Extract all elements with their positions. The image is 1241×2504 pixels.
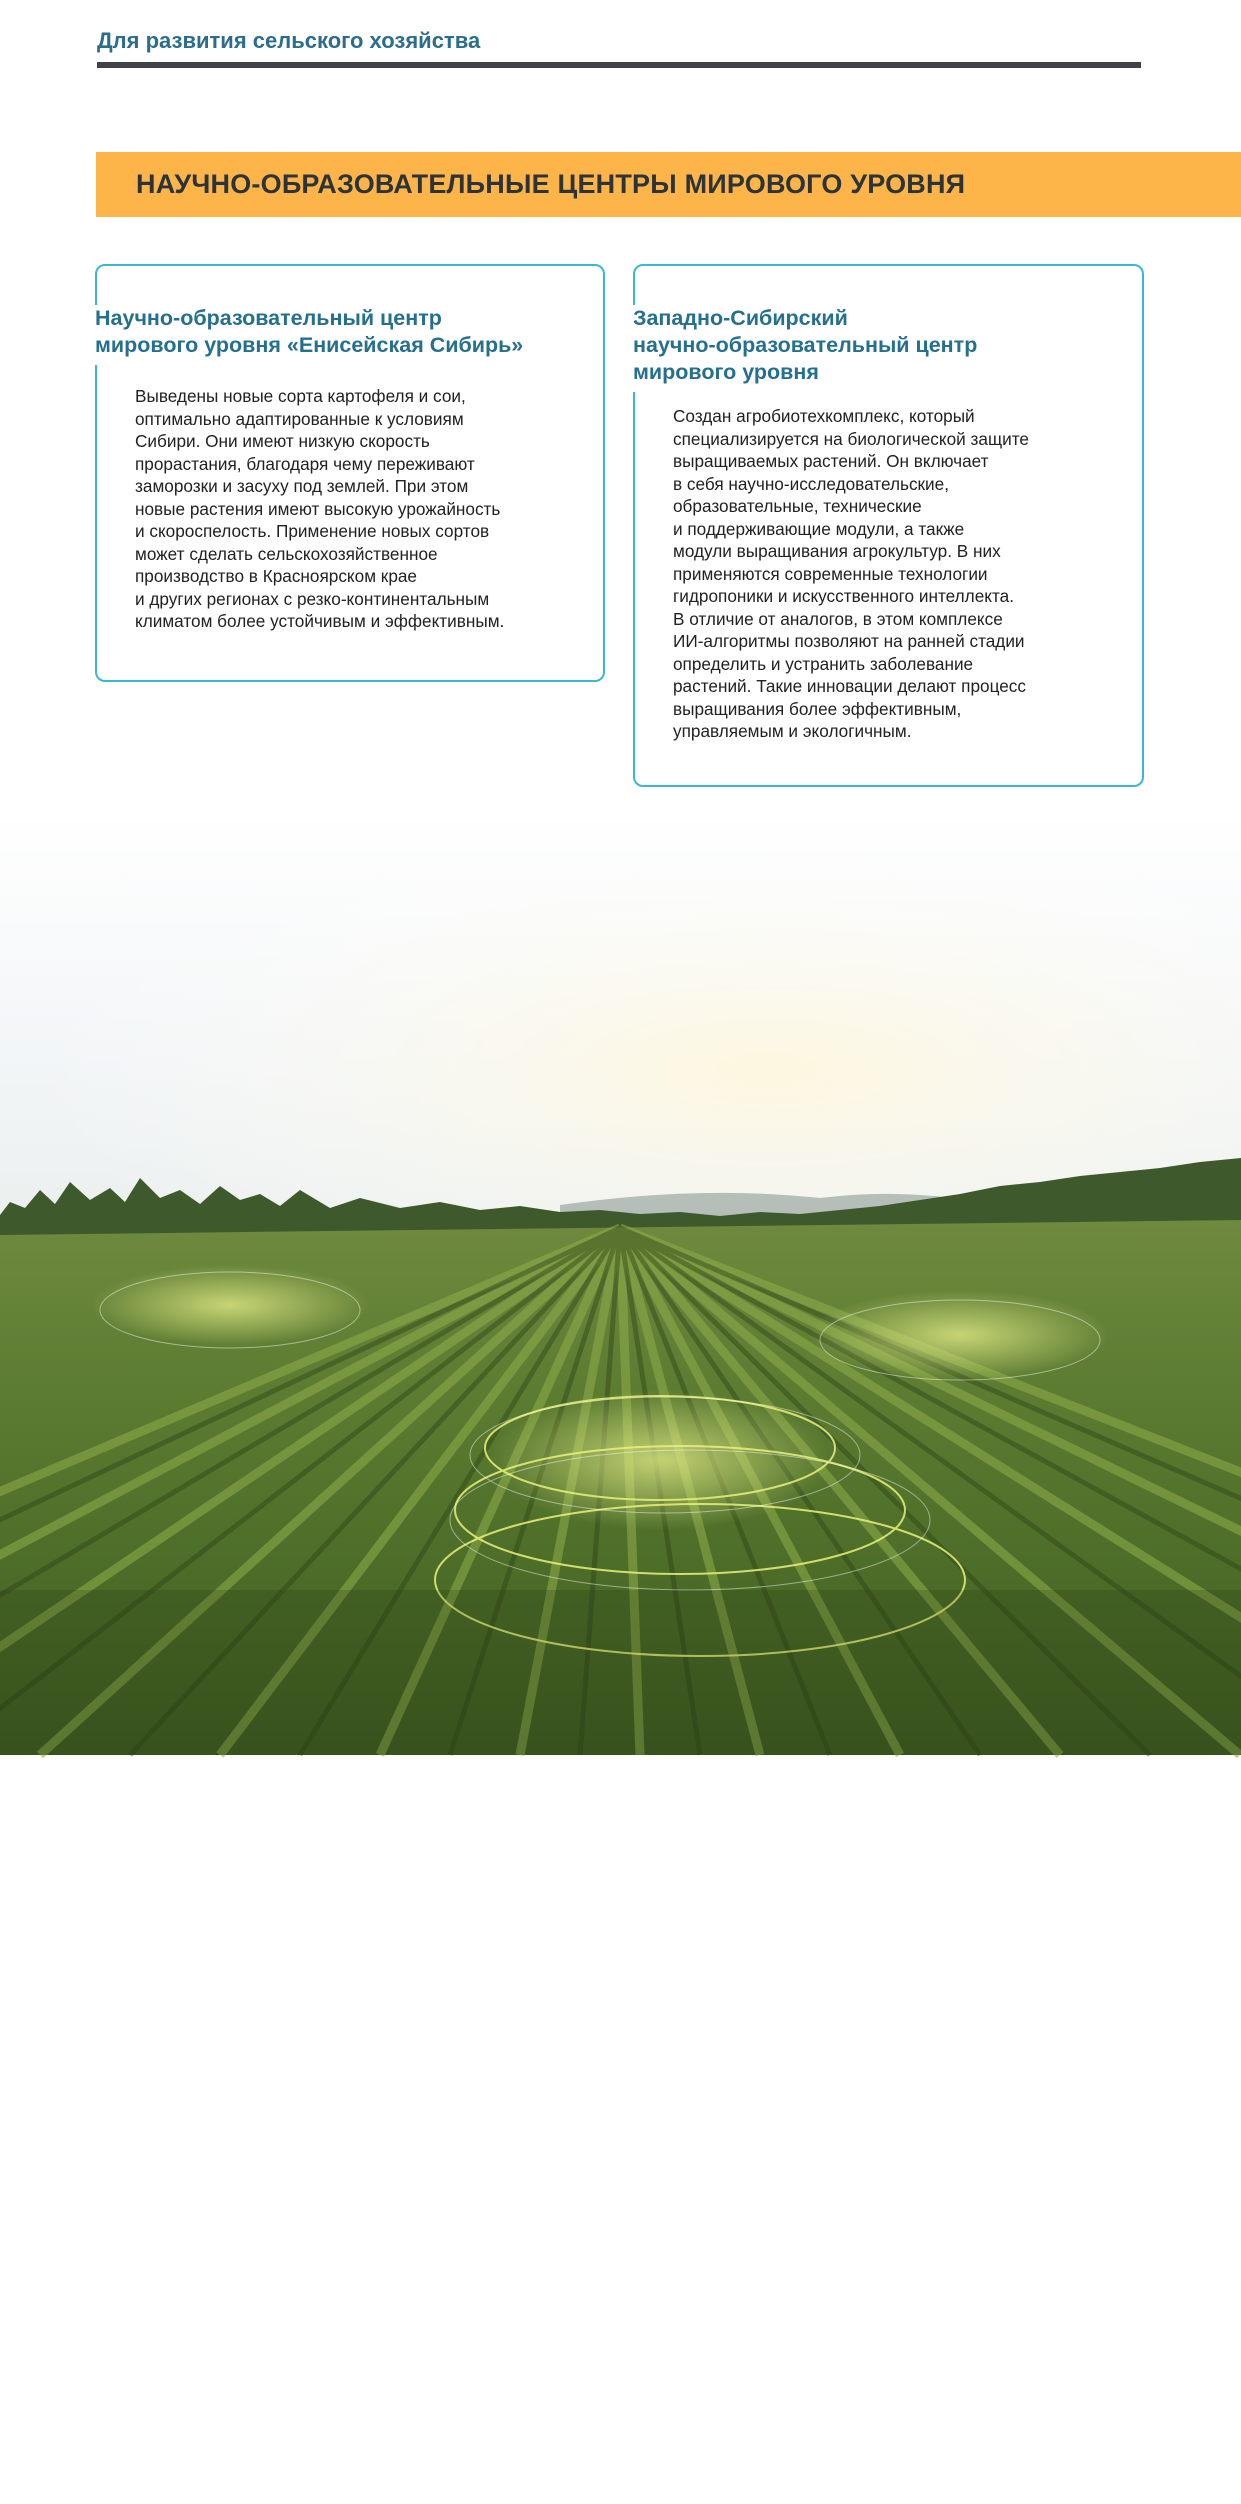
card-body-line: образовательные, технические (673, 496, 922, 516)
field-illustration (0, 810, 1241, 1755)
card-body (673, 405, 1029, 743)
card-title-line: Научно-образовательный центр (95, 306, 442, 330)
header-title: Для развития сельского хозяйства (97, 28, 481, 53)
card-body-line: прорастания, благодаря чему переживают (135, 453, 475, 474)
card-body-line: и других регионах с резко-континентальным (135, 588, 490, 609)
card-body-line: модули выращивания агрокультур. В них (673, 541, 1001, 561)
card-body-line: производство в Красноярском крае (135, 566, 417, 586)
card-body-line: определить и устранить заболевание (673, 653, 974, 674)
field-photo (0, 810, 1241, 2503)
card-title (95, 305, 527, 365)
card-body-line: в себя научно-исследовательские, (673, 473, 949, 494)
card-body-line: и скороспелость. Применение новых сортов (135, 521, 490, 541)
card-title-line: мирового уровня (633, 360, 819, 384)
card-body-line: управляемым и экологичным. (673, 721, 912, 741)
card-body-line: применяются современные технологии (673, 563, 988, 584)
card-body-line: Выведены новые сорта картофеля и сои, (135, 386, 466, 406)
card-body-line: заморозки и засуху под землей. При этом (135, 476, 469, 496)
card-body (135, 385, 504, 633)
card-body-line: и поддерживающие модули, а также (673, 518, 965, 539)
card-title-line: Западно-Сибирский (633, 306, 848, 330)
info-card-west-siberia (633, 264, 1144, 787)
section-banner (96, 152, 1241, 217)
card-body-line: может сделать сельскохозяйственное (135, 543, 438, 564)
card-body-line: ИИ-алгоритмы позволяют на ранней стадии (673, 631, 1025, 651)
card-body-line: гидропоники и искусственного интеллекта. (673, 586, 1014, 606)
card-body-line: Сибири. Они имеют низкую скорость (135, 431, 430, 451)
card-body-line: оптимально адаптированные к условиям (135, 408, 464, 429)
page-number: 20 (38, 2473, 67, 2503)
card-body-line: новые растения имеют высокую урожайность (135, 498, 501, 519)
card-body-line: растений. Такие инновации делают процесс (673, 676, 1026, 696)
header-divider (97, 62, 1141, 68)
card-body-line: В отличие от аналогов, в этом комплексе (673, 608, 1003, 629)
card-body-line: специализируется на биологической защите (673, 428, 1029, 449)
card-body-line: выращиваемых растений. Он включает (673, 451, 989, 471)
card-body-line: выращивания более эффективным, (673, 698, 962, 719)
card-body-line: климатом более устойчивым и эффективным. (135, 611, 505, 631)
card-title-line: научно-образовательный центр (633, 333, 978, 357)
info-card-yenisei-siberia (95, 264, 605, 682)
card-title-line: мирового уровня «Енисейская Сибирь» (95, 333, 524, 357)
section-title: НАУЧНО-ОБРАЗОВАТЕЛЬНЫЕ ЦЕНТРЫ МИРОВОГО УРОВНЯ (136, 169, 966, 199)
card-body-line: Создан агробиотехкомплекс, который (673, 406, 975, 426)
card-title (633, 305, 981, 392)
